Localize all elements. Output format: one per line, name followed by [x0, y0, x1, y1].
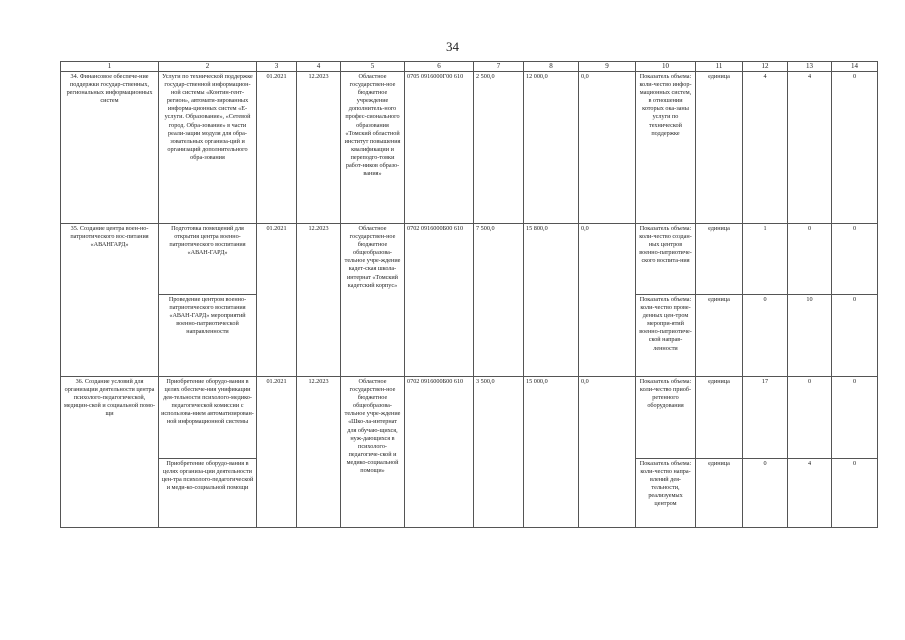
- value-2022: 4: [788, 459, 832, 528]
- indicator: Показатель объема: коли-чество напра-влений дея-тельности, реализуемых центром: [636, 459, 696, 528]
- column-header: 4: [297, 62, 341, 72]
- amount-2022: 15 000,0: [524, 377, 579, 528]
- executor: Областное государствен-ное бюджетное учреждение дополнитель-ного профес-сионального образования «Томский областной институт повышения квалификации и переподго-товки работ-ников образо-вания»: [341, 72, 405, 224]
- table-row: [61, 377, 878, 459]
- event-description: Услуги по технической поддержке государ-ственной информацион-ной системы «Контин-гент-регион», автомати-зированных информа-ционных систем «Е-услуги. Образование», «Сетевой город. Обра-зование» в части реали-зации модуля для обра-зовательных организа-ций и организаций дополнительного обра-зования: [159, 72, 257, 224]
- table-row: [61, 224, 878, 295]
- activity-name: 36. Создание условий для организации деятельности центра психолого-педагогической, медицин-ской и социальной помо-щи: [61, 377, 159, 528]
- amount-2022: 15 800,0: [524, 224, 579, 377]
- value-2022: 4: [788, 72, 832, 224]
- start-date: 01.2021: [257, 72, 297, 224]
- unit: единица: [696, 72, 743, 224]
- end-date: 12.2023: [297, 72, 341, 224]
- amount-2021: 2 500,0: [474, 72, 524, 224]
- amount-2021: 7 500,0: [474, 224, 524, 377]
- column-header: 6: [405, 62, 474, 72]
- column-header: 11: [696, 62, 743, 72]
- unit: единица: [696, 295, 743, 377]
- unit: единица: [696, 459, 743, 528]
- value-2022: 10: [788, 295, 832, 377]
- value-2023: 0: [832, 459, 878, 528]
- executor: Областное государствен-ное бюджетное общеобразова-тельное учре-ждение кадет-ская школа-интернат «Томский кадетский корпус»: [341, 224, 405, 377]
- amount-2023: 0,0: [579, 224, 636, 377]
- indicator: Показатель объема: коли-чество создан-ных центров военно-патриотиче-ского воспита-ния: [636, 224, 696, 295]
- event-description: Приобретение оборудо-вания в целях организа-ции деятельности цен-тра психолого-педагогической и меди-ко-социальной помощи: [159, 459, 257, 528]
- amount-2023: 0,0: [579, 377, 636, 528]
- executor: Областное государствен-ное бюджетное общеобразова-тельное учре-ждение «Шко-ла-интернат для обучаю-щихся, нуж-дающихся в психолого-педагогиче-ской и медико-социальной помощи»: [341, 377, 405, 528]
- column-header: 7: [474, 62, 524, 72]
- program-activities-table: [60, 61, 878, 528]
- value-2021: 4: [743, 72, 788, 224]
- value-2022: 0: [788, 377, 832, 459]
- column-header: 9: [579, 62, 636, 72]
- value-2021: 0: [743, 295, 788, 377]
- budget-code: 0702 0916000Б00 610: [405, 224, 474, 377]
- indicator: Показатель объема: коли-чество инфор-мационных систем, в отношении которых ока-заны услуги по технической поддержке: [636, 72, 696, 224]
- end-date: 12.2023: [297, 224, 341, 377]
- value-2023: 0: [832, 224, 878, 295]
- value-2023: 0: [832, 295, 878, 377]
- value-2023: 0: [832, 377, 878, 459]
- column-number-row: [61, 62, 878, 72]
- column-header: 13: [788, 62, 832, 72]
- column-header: 1: [61, 62, 159, 72]
- column-header: 14: [832, 62, 878, 72]
- indicator: Показатель объема: коли-чество прове-денных цен-тром меропри-ятий военно-патриотиче-ской направ-ленности: [636, 295, 696, 377]
- amount-2022: 12 000,0: [524, 72, 579, 224]
- unit: единица: [696, 377, 743, 459]
- event-description: Приобретение оборудо-вания в целях обеспече-ния унификации дея-тельности психолого-медико-педагогической комиссии с использова-нием автоматизирован-ной информационной системы: [159, 377, 257, 459]
- column-header: 2: [159, 62, 257, 72]
- amount-2021: 3 500,0: [474, 377, 524, 528]
- activity-name: 35. Создание центра воен-но-патриотического вос-питания «АВАНГАРД»: [61, 224, 159, 377]
- column-header: 12: [743, 62, 788, 72]
- value-2023: 0: [832, 72, 878, 224]
- value-2021: 17: [743, 377, 788, 459]
- indicator: Показатель объема: коли-чество приоб-ретенного оборудования: [636, 377, 696, 459]
- page-number: 34: [446, 39, 459, 54]
- column-header: 8: [524, 62, 579, 72]
- amount-2023: 0,0: [579, 72, 636, 224]
- column-header: 3: [257, 62, 297, 72]
- event-description: Проведение центром военно-патриотического воспитания «АВАН-ГАРД» мероприятий военно-патриотической направленности: [159, 295, 257, 377]
- event-description: Подготовка помещений для открытия центра военно-патриотического воспитания «АВАН-ГАРД»: [159, 224, 257, 295]
- budget-code: 0705 0916000Г00 610: [405, 72, 474, 224]
- activity-name: 34. Финансовое обеспече-ние поддержки государ-ственных, региональных информационных систем: [61, 72, 159, 224]
- value-2022: 0: [788, 224, 832, 295]
- start-date: 01.2021: [257, 224, 297, 377]
- start-date: 01.2021: [257, 377, 297, 528]
- unit: единица: [696, 224, 743, 295]
- column-header: 10: [636, 62, 696, 72]
- column-header: 5: [341, 62, 405, 72]
- end-date: 12.2023: [297, 377, 341, 528]
- budget-code: 0702 0916000Б00 610: [405, 377, 474, 528]
- value-2021: 0: [743, 459, 788, 528]
- value-2021: 1: [743, 224, 788, 295]
- table-row: [61, 72, 878, 224]
